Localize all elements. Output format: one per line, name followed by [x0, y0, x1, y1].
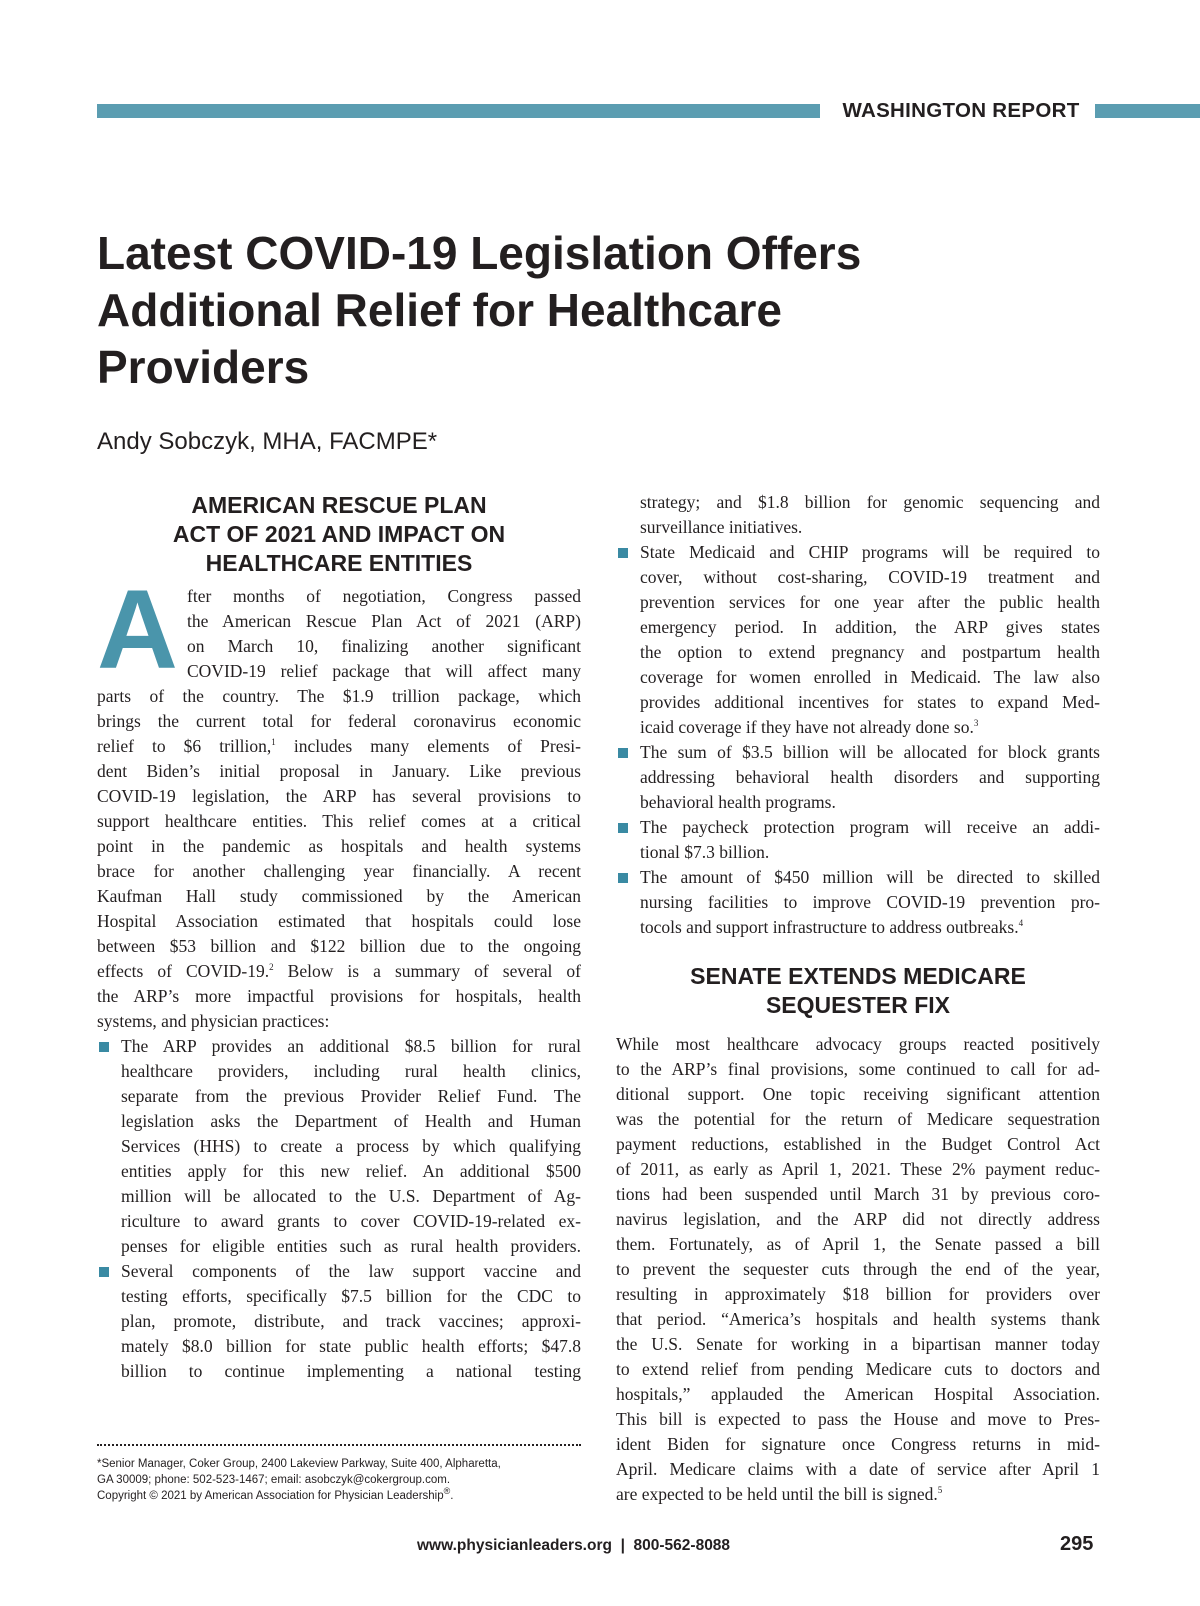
text-line-with-ref: [640, 915, 1100, 940]
text-segment: effects of COVID-19.: [97, 961, 270, 981]
heading-line: AMERICAN RESCUE PLAN: [191, 492, 487, 518]
text-line: them. Fortunately, as of April 1, the Senate passed a bill: [616, 1234, 1100, 1254]
dropcap-paragraph: [97, 567, 581, 692]
text-line: surveillance initiatives.: [640, 517, 803, 537]
text-line: April. Medicare claims with a date of service after April 1: [616, 1459, 1100, 1479]
text-segment: Below is a summary of several of: [273, 961, 581, 981]
text-line: State Medicaid and CHIP programs will be required to: [640, 542, 1100, 562]
text-line: riculture to award grants to cover COVID-19-related ex-: [121, 1211, 581, 1231]
text-line-with-ref: [97, 959, 581, 984]
text-line: payment reductions, established in the Budget Control Act: [616, 1134, 1100, 1154]
text-segment: includes many elements of Presi-: [275, 736, 581, 756]
text-segment: relief to $6 trillion,: [97, 736, 272, 756]
text-line: the U.S. Senate for working in a bipartisan manner today: [616, 1334, 1100, 1354]
text-line: that period. “America’s hospitals and health systems thank: [616, 1309, 1100, 1329]
footnote-divider: [97, 1444, 581, 1446]
text-line: to extend relief from pending Medicare cuts to doctors and: [616, 1359, 1100, 1379]
text-line: resulting in approximately $18 billion for providers over: [616, 1284, 1100, 1304]
right-column: [616, 490, 1100, 940]
bullet-item-rural-funding: [97, 1034, 581, 1259]
text-line: to the ARP’s final provisions, some continued to call for ad-: [616, 1059, 1100, 1079]
text-line: separate from the previous Provider Relief Fund. The: [121, 1086, 581, 1106]
left-column: [97, 567, 581, 1384]
bullet-continuation: [616, 490, 1100, 540]
text-line: nursing facilities to improve COVID-19 prevention pro-: [640, 892, 1100, 912]
bullet-square-icon: [618, 748, 628, 758]
text-line: entities apply for this new relief. An additional $500: [121, 1161, 581, 1181]
text-line: coverage for women enrolled in Medicaid. The law also: [640, 667, 1100, 687]
page-number: 295: [1060, 1533, 1094, 1555]
sequester-paragraph: [616, 1032, 1100, 1507]
title-line: Providers: [97, 341, 310, 393]
drop-cap: A: [97, 567, 178, 692]
bullet-square-icon: [618, 823, 628, 833]
text-line: hospitals,” applauded the American Hospital Association.: [616, 1384, 1100, 1404]
text-line: testing efforts, specifically $7.5 billion for the CDC to: [121, 1286, 581, 1306]
text-line: The amount of $450 million will be directed to skilled: [640, 867, 1100, 887]
text-line: the American Rescue Plan Act of 2021 (ARP): [187, 611, 581, 631]
footer-url-phone[interactable]: www.physicianleaders.org | 800-562-8088: [417, 1537, 731, 1554]
text-line-with-ref: [640, 715, 1100, 740]
text-line: systems, and physician practices:: [97, 1011, 330, 1031]
text-line-with-ref: [97, 734, 581, 759]
text-line: strategy; and $1.8 billion for genomic sequencing and: [640, 492, 1100, 512]
bullet-item-vaccine-testing: [97, 1259, 581, 1384]
copyright-end: .: [450, 1490, 454, 1502]
article-title: [97, 225, 1097, 396]
text-line: the ARP’s more impactful provisions for hospitals, health: [97, 986, 581, 1006]
header-rule-right: [1095, 104, 1200, 118]
text-line: tions had been suspended until March 31 by previous coro-: [616, 1184, 1100, 1204]
footnote-ref[interactable]: 4: [1018, 918, 1024, 929]
text-line-with-ref: [616, 1482, 1100, 1507]
section-heading-sequester: [616, 962, 1100, 1020]
section-label: WASHINGTON REPORT: [842, 99, 1080, 122]
bullet-square-icon: [99, 1042, 109, 1052]
text-line: was the potential for the return of Medicare sequestration: [616, 1109, 1100, 1129]
text-line: Several components of the law support vaccine and: [121, 1261, 581, 1281]
text-line: The sum of $3.5 billion will be allocated for block grants: [640, 742, 1100, 762]
footnote-line: GA 30009; phone: 502-523-1467; email: asobczyk@cokergroup.com.: [97, 1474, 451, 1486]
heading-line: HEALTHCARE ENTITIES: [205, 550, 473, 576]
text-line: While most healthcare advocacy groups reacted positively: [616, 1034, 1100, 1054]
bullet-square-icon: [618, 873, 628, 883]
title-line: Additional Relief for Healthcare: [97, 284, 783, 336]
text-line: on March 10, finalizing another significant: [187, 636, 581, 656]
text-line: to prevent the sequester cuts through the end of the year,: [616, 1259, 1100, 1279]
text-line: This bill is expected to pass the House and move to Pres-: [616, 1409, 1100, 1429]
header-rule-left: [97, 104, 820, 118]
bullet-item-nursing-facilities: [616, 865, 1100, 940]
text-line: dent Biden’s initial proposal in January. Like previous: [97, 761, 581, 781]
section-heading-arp: [97, 491, 581, 578]
footnote-ref[interactable]: 2: [269, 962, 274, 973]
footnote-line: *Senior Manager, Coker Group, 2400 Lakeview Parkway, Suite 400, Alpharetta,: [97, 1458, 501, 1470]
text-segment: icaid coverage if they have not already done so.: [640, 717, 974, 737]
text-line: parts of the country. The $1.9 trillion package, which: [97, 686, 581, 706]
text-line: brace for another challenging year financially. A recent: [97, 861, 581, 881]
text-segment: are expected to be held until the bill is signed.: [616, 1484, 938, 1504]
heading-line: SENATE EXTENDS MEDICARE: [690, 963, 1026, 989]
heading-line: ACT OF 2021 AND IMPACT ON: [172, 521, 506, 547]
bullet-item-paycheck-protection: [616, 815, 1100, 865]
footnote-ref[interactable]: 1: [271, 737, 276, 748]
heading-line: SEQUESTER FIX: [765, 992, 951, 1018]
text-line: tional $7.3 billion.: [640, 842, 770, 862]
text-line: prevention services for one year after the public health: [640, 592, 1100, 612]
title-line: Latest COVID-19 Legislation Offers: [97, 227, 862, 279]
author-footnote: [97, 1456, 581, 1504]
text-line: penses for eligible entities such as rural health providers.: [121, 1236, 581, 1256]
text-line: Hospital Association estimated that hospitals could lose: [97, 911, 581, 931]
text-line: cover, without cost-sharing, COVID-19 treatment and: [640, 567, 1100, 587]
text-line: mately $8.0 billion for state public health efforts; $47.8: [121, 1336, 581, 1356]
text-line: ident Biden for signature once Congress returns in mid-: [616, 1434, 1100, 1454]
text-line: legislation asks the Department of Health and Human: [121, 1111, 581, 1131]
text-line: The ARP provides an additional $8.5 billion for rural: [121, 1036, 581, 1056]
text-line: brings the current total for federal coronavirus economic: [97, 711, 581, 731]
bullet-item-behavioral-health: [616, 740, 1100, 815]
text-line: point in the pandemic as hospitals and health systems: [97, 836, 581, 856]
text-line: support healthcare entities. This relief comes at a critical: [97, 811, 581, 831]
text-line: The paycheck protection program will receive an addi-: [640, 817, 1100, 837]
text-line: addressing behavioral health disorders and supporting: [640, 767, 1100, 787]
text-line: emergency period. In addition, the ARP gives states: [640, 617, 1100, 637]
footnote-ref[interactable]: 3: [973, 718, 979, 729]
footnote-line: [97, 1488, 581, 1504]
text-line: of 2011, as early as April 1, 2021. These 2% payment reduc-: [616, 1159, 1100, 1179]
text-line: COVID-19 legislation, the ARP has several provisions to: [97, 786, 581, 806]
registered-mark: ®: [443, 1486, 451, 1497]
text-line: navirus legislation, and the ARP did not directly address: [616, 1209, 1100, 1229]
bullet-square-icon: [99, 1267, 109, 1277]
text-line: COVID-19 relief package that will affect many: [187, 661, 581, 681]
text-line: provides additional incentives for states to expand Med-: [640, 692, 1100, 712]
bullet-square-icon: [618, 548, 628, 558]
copyright-text: Copyright © 2021 by American Association for Physician Leadership: [97, 1490, 444, 1502]
text-line: plan, promote, distribute, and track vaccines; approxi-: [121, 1311, 581, 1331]
bullet-item-medicaid-chip: [616, 540, 1100, 740]
text-line: Services (HHS) to create a process by which qualifying: [121, 1136, 581, 1156]
text-segment: tocols and support infrastructure to address outbreaks.: [640, 917, 1019, 937]
text-line: fter months of negotiation, Congress passed: [187, 586, 581, 606]
text-line: the option to extend pregnancy and postpartum health: [640, 642, 1100, 662]
text-line: million will be allocated to the U.S. Department of Ag-: [121, 1186, 581, 1206]
text-line: behavioral health programs.: [640, 792, 836, 812]
footnote-ref[interactable]: 5: [937, 1485, 943, 1496]
text-line: healthcare providers, including rural health clinics,: [121, 1061, 581, 1081]
text-line: ditional support. One topic receiving significant attention: [616, 1084, 1100, 1104]
author-byline: Andy Sobczyk, MHA, FACMPE*: [97, 428, 438, 455]
text-line: Kaufman Hall study commissioned by the American: [97, 886, 581, 906]
text-line: between $53 billion and $122 billion due to the ongoing: [97, 936, 581, 956]
text-line: billion to continue implementing a national testing: [121, 1361, 581, 1381]
